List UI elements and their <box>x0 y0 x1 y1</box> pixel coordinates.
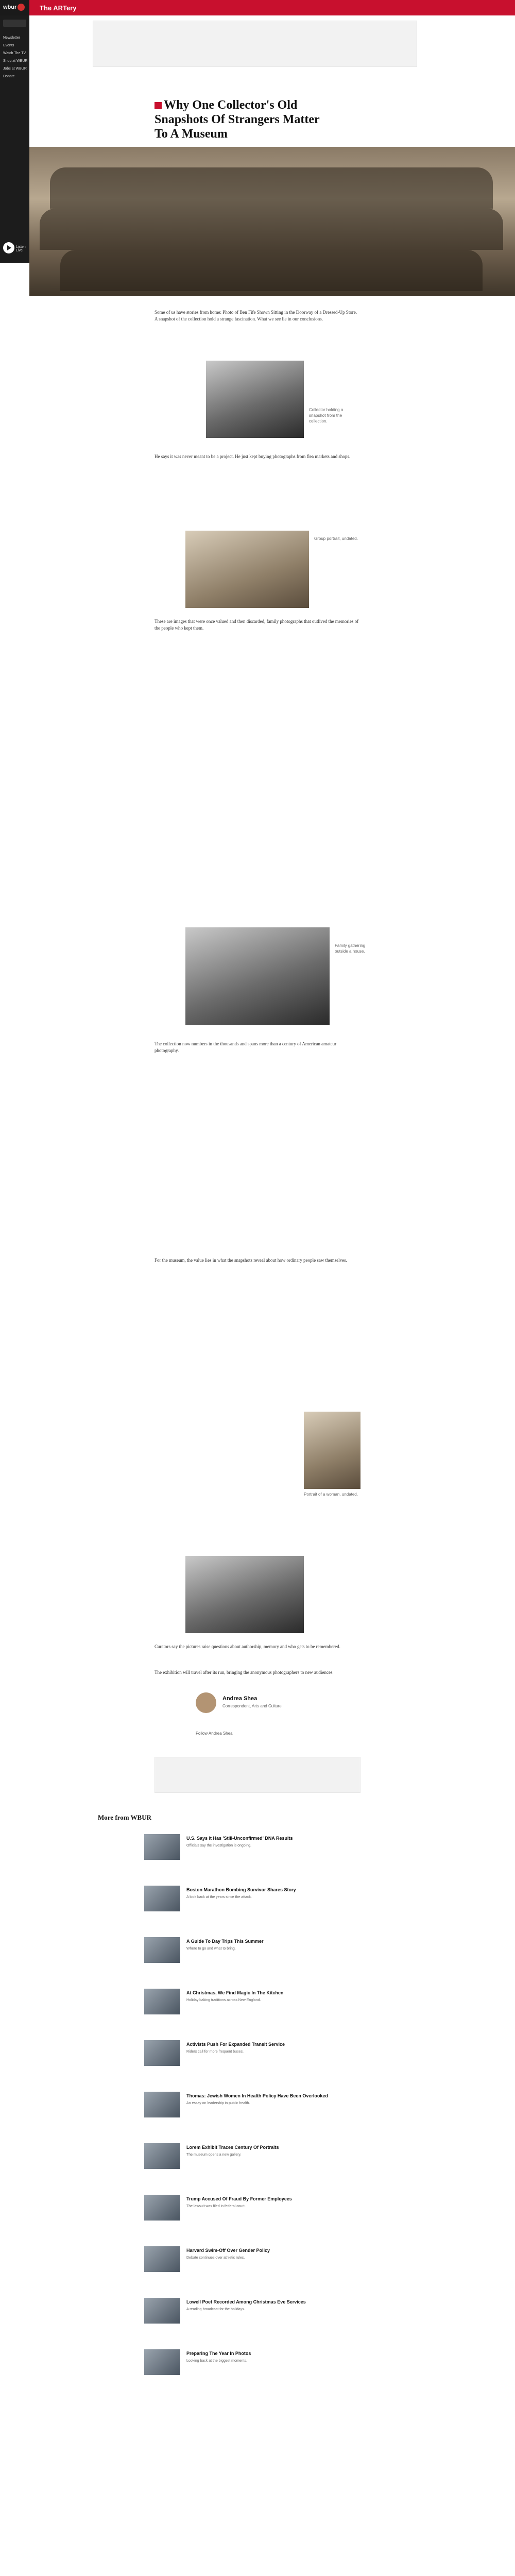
more-item-desc: An essay on leadership in public health. <box>186 2102 250 2105</box>
sidebar-item[interactable]: Donate <box>3 75 15 78</box>
article-photo <box>206 361 304 438</box>
sidebar-item[interactable]: Events <box>3 44 14 47</box>
more-item-title[interactable]: U.S. Says It Has 'Still-Unconfirmed' DNA Results <box>186 1836 293 1841</box>
more-item[interactable] <box>144 1886 371 1932</box>
more-item-thumbnail[interactable] <box>144 2092 180 2117</box>
article-paragraph: These are images that were once valued and then discarded, family photographs that outlived the memories of the people who kept them. <box>154 619 359 631</box>
wbur-logo[interactable] <box>3 4 27 12</box>
more-item[interactable] <box>144 1834 371 1880</box>
hero-figure-row <box>50 167 493 209</box>
more-item-thumbnail[interactable] <box>144 2298 180 2324</box>
photo-caption: Collector holding a snapshot from the collection. <box>309 408 344 423</box>
more-item[interactable] <box>144 2195 371 2241</box>
more-from-wbur-heading: More from WBUR <box>98 1814 151 1821</box>
more-item-thumbnail[interactable] <box>144 2246 180 2272</box>
ad-slot <box>93 21 417 67</box>
more-item[interactable] <box>144 2349 371 2396</box>
more-item-title[interactable]: Boston Marathon Bombing Survivor Shares Story <box>186 1887 296 1892</box>
article-photo <box>304 1412 360 1489</box>
more-item-desc: A look back at the years since the attack. <box>186 1895 252 1899</box>
more-item[interactable] <box>144 1937 371 1984</box>
more-item-desc: Debate continues over athletic rules. <box>186 2256 245 2260</box>
more-item-desc: The lawsuit was filed in federal court. <box>186 2205 246 2208</box>
sidebar <box>0 15 29 263</box>
sidebar-item[interactable]: Watch The TV <box>3 52 26 55</box>
more-item-title[interactable]: Trump Accused Of Fraud By Former Employees <box>186 2196 292 2201</box>
author-avatar <box>196 1692 216 1713</box>
hero-figure-row <box>60 250 483 291</box>
more-item-thumbnail[interactable] <box>144 1886 180 1911</box>
more-item-title[interactable]: Preparing The Year In Photos <box>186 2351 251 2356</box>
listen-live-label: Listen Live <box>16 245 26 252</box>
headline-text: Why One Collector's Old Snapshots Of Strangers Matter To A Museum <box>154 98 320 141</box>
more-item-thumbnail[interactable] <box>144 2040 180 2066</box>
play-icon[interactable] <box>3 242 14 253</box>
hero-figure-row <box>40 209 503 250</box>
more-item-thumbnail[interactable] <box>144 2195 180 2221</box>
photo-caption: Group portrait, undated. <box>314 536 358 541</box>
article-paragraph: Curators say the pictures raise questions about authorship, memory and who gets to be remembered. <box>154 1644 340 1649</box>
more-item-thumbnail[interactable] <box>144 1989 180 2014</box>
search-input[interactable] <box>3 20 26 27</box>
more-item-thumbnail[interactable] <box>144 2143 180 2169</box>
more-item-thumbnail[interactable] <box>144 1834 180 1860</box>
more-item-desc: The museum opens a new gallery. <box>186 2153 242 2157</box>
sidebar-item[interactable]: Jobs at WBUR <box>3 67 27 71</box>
article-photo <box>185 531 309 608</box>
more-item-title[interactable]: Thomas: Jewish Women In Health Policy Have Been Overlooked <box>186 2093 328 2098</box>
article-photo <box>185 927 330 1025</box>
follow-author-link[interactable]: Follow Andrea Shea <box>196 1731 233 1736</box>
author-name[interactable]: Andrea Shea <box>222 1696 258 1702</box>
photo-caption: Family gathering outside a house. <box>335 943 366 954</box>
more-item-desc: Riders call for more frequent buses. <box>186 2050 244 2054</box>
more-item-desc: Holiday baking traditions across New England. <box>186 1998 261 2002</box>
more-item[interactable] <box>144 2298 371 2344</box>
article-paragraph: He says it was never meant to be a project. He just kept buying photographs from flea markets and shops. <box>154 454 351 459</box>
wbur-badge-icon <box>154 102 162 109</box>
article-photo <box>185 1556 304 1633</box>
author-title: Correspondent, Arts and Culture <box>222 1704 282 1708</box>
sidebar-item[interactable]: Newsletter <box>3 36 21 40</box>
more-item[interactable] <box>144 2246 371 2293</box>
more-item[interactable] <box>144 1989 371 2035</box>
more-item-desc: A reading broadcast for the holidays. <box>186 2308 245 2311</box>
more-item-title[interactable]: Harvard Swim-Off Over Gender Policy <box>186 2248 270 2253</box>
more-item-desc: Looking back at the biggest moments. <box>186 2359 247 2363</box>
more-item[interactable] <box>144 2143 371 2190</box>
article-paragraph: The collection now numbers in the thousands and spans more than a century of American amateur photography. <box>154 1041 337 1053</box>
hero-image <box>29 147 515 296</box>
more-item-thumbnail[interactable] <box>144 1937 180 1963</box>
more-item-desc: Officials say the investigation is ongoing. <box>186 1844 251 1848</box>
more-item[interactable] <box>144 2092 371 2138</box>
article-headline <box>154 98 330 141</box>
article-paragraph: For the museum, the value lies in what the snapshots reveal about how ordinary people saw themselves. <box>154 1258 347 1263</box>
ad-slot <box>154 1757 360 1793</box>
photo-caption: Portrait of a woman, undated. <box>304 1492 358 1497</box>
listen-live[interactable] <box>3 242 26 258</box>
show-bar <box>29 0 515 15</box>
logo-text: wbur <box>3 4 17 10</box>
more-item-title[interactable]: A Guide To Day Trips This Summer <box>186 1939 264 1944</box>
more-item-title[interactable]: Lorem Exhibit Traces Century Of Portraits <box>186 2145 279 2150</box>
more-item-title[interactable]: Lowell Poet Recorded Among Christmas Eve Services <box>186 2299 306 2304</box>
more-item-title[interactable]: At Christmas, We Find Magic In The Kitchen <box>186 1990 284 1995</box>
more-item-desc: Where to go and what to bring. <box>186 1947 236 1951</box>
show-title[interactable]: The ARTery <box>40 4 77 12</box>
more-item-title[interactable]: Activists Push For Expanded Transit Service <box>186 2042 285 2047</box>
article-paragraph: Some of us have stories from home: Photo of Ben Fife Shown Sitting in the Doorway of a Dressed-Up Store. A snapshot of the collection hold a strange fascination. What we see lie in our conclusions. <box>154 310 357 321</box>
logo-dot-icon <box>18 4 25 11</box>
article-paragraph: The exhibition will travel after its run, bringing the anonymous photographers to new audiences. <box>154 1670 334 1675</box>
more-item-thumbnail[interactable] <box>144 2349 180 2375</box>
sidebar-item[interactable]: Shop at WBUR <box>3 59 28 63</box>
more-item[interactable] <box>144 2040 371 2087</box>
author-byline <box>196 1692 360 1718</box>
